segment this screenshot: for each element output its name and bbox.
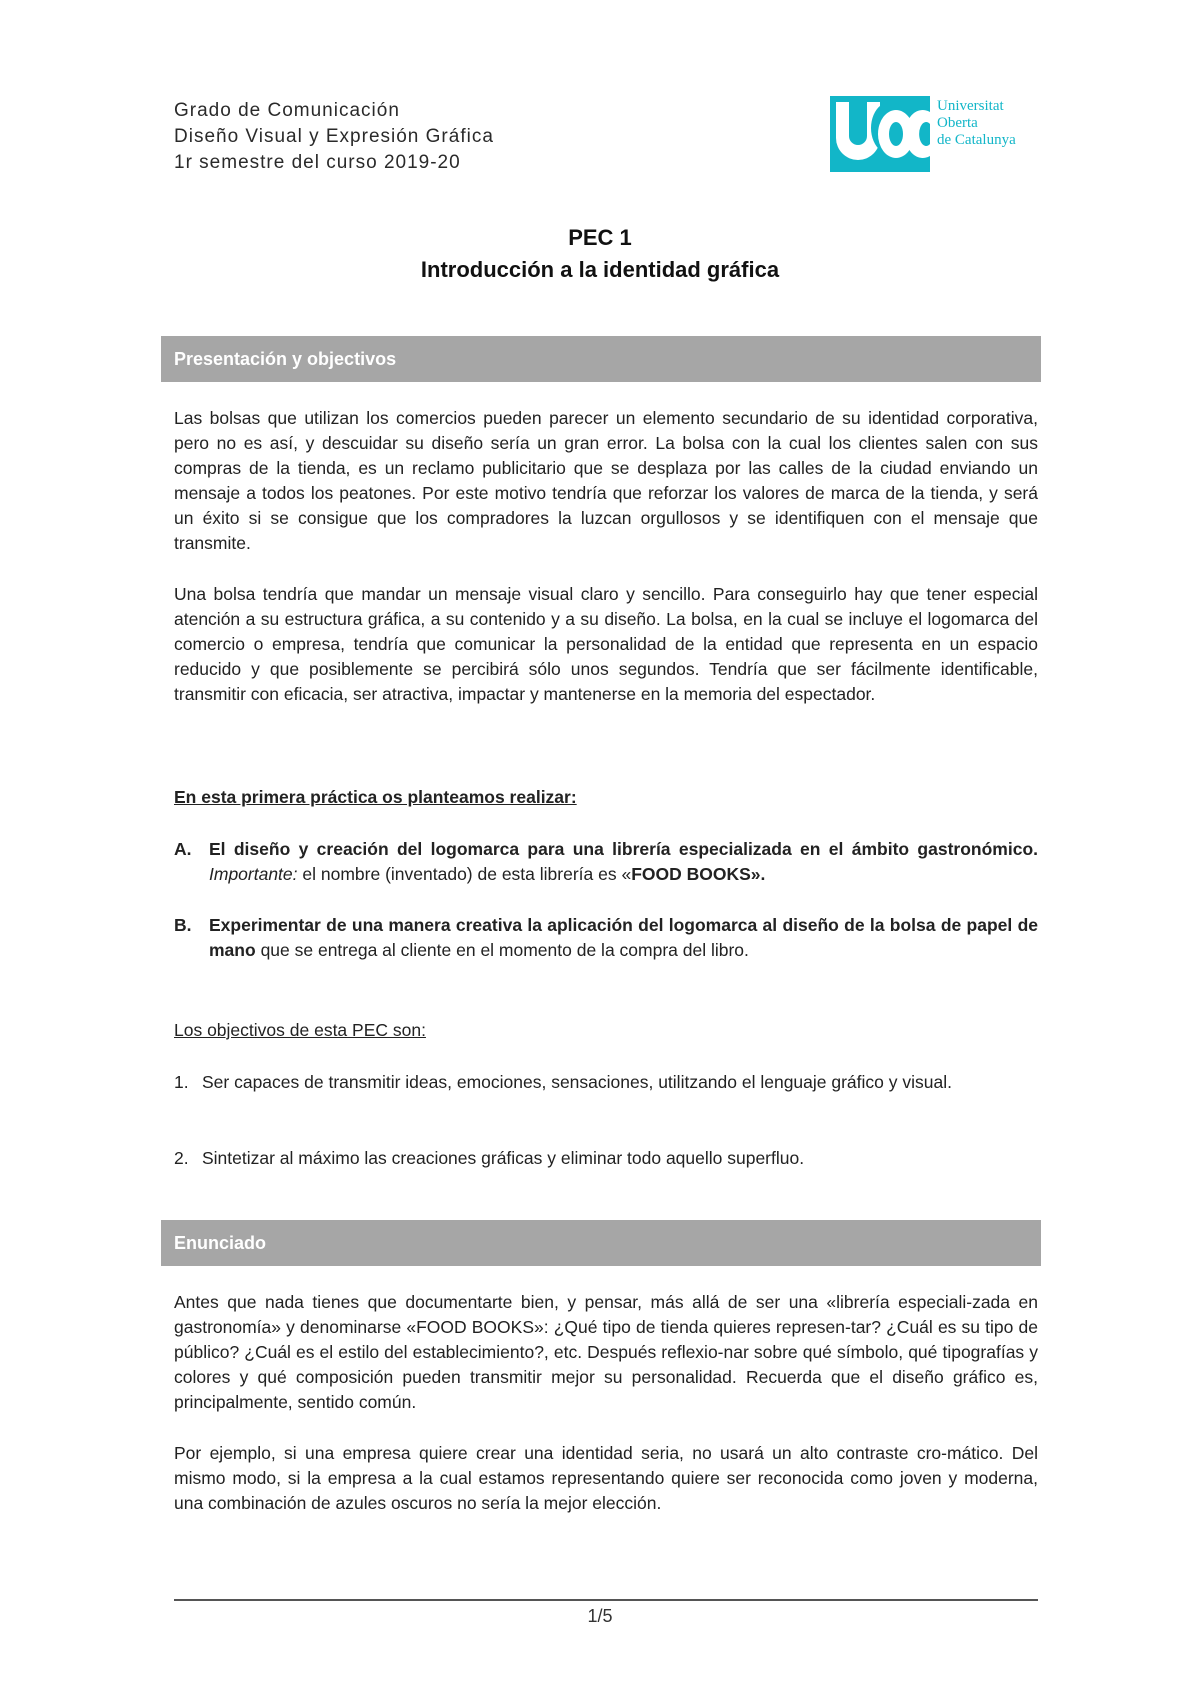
section-heading-presentation: Presentación y objectivos <box>161 336 1041 382</box>
document-subtitle: Introducción a la identidad gráfica <box>420 257 780 282</box>
logo-line-3: de Catalunya <box>937 132 1016 148</box>
footer-divider <box>174 1599 1038 1601</box>
section-heading-enunciado: Enunciado <box>161 1220 1041 1266</box>
task-b <box>174 913 1038 963</box>
logo-line-2: Oberta <box>937 115 978 131</box>
task-a-important-label: Importante: <box>209 864 298 884</box>
task-a-bold-text: El diseño y creación del logomarca para una librería especializada en el ámbito gastronómico. <box>209 839 1038 859</box>
degree-name: Grado de Comunicación <box>174 100 400 121</box>
objective-1-text: Ser capaces de transmitir ideas, emociones, sensaciones, utilitzando el lenguaje gráfico y visual. <box>202 1072 952 1092</box>
task-b-bold-text: Experimentar de una manera creativa la aplicación del logomarca al diseño de la bolsa de papel de mano <box>209 915 1038 960</box>
course-header <box>174 98 494 176</box>
task-b-marker: B. <box>174 915 192 935</box>
uoc-logo-mark-icon <box>830 96 930 172</box>
subject-name: Diseño Visual y Expresión Gráfica <box>174 126 494 147</box>
intro-paragraph-1: Las bolsas que utilizan los comercios pueden parecer un elemento secundario de su identidad corporativa, pero no es así, y descuidar su diseño sería un gran error. La bolsa con la cual los clientes salen con sus compras de la tienda, es un reclamo publicitario que se desplaza por las calles de la ciudad enviando un mensaje a todos los peatones. Por este motivo tendría que reforzar los valores de marca de la tienda, y será un éxito si se consigue que los compradores la luzcan orgullosos y se identifiquen con el mensaje que transmite. <box>174 408 1038 553</box>
enunciado-paragraph-2: Por ejemplo, si una empresa quiere crear una identidad seria, no usará un alto contraste cro-mático. Del mismo modo, si la empresa a la cual estamos representando quiere ser reconocida como joven y moderna, una combinación de azules oscuros no sería la mejor elección. <box>174 1443 1038 1513</box>
objective-1 <box>174 1070 1038 1095</box>
task-b-text: que se entrega al cliente en el momento de la compra del libro. <box>260 940 749 960</box>
objective-2-text: Sintetizar al máximo las creaciones gráficas y eliminar todo aquello superfluo. <box>202 1148 805 1168</box>
objective-1-marker: 1. <box>174 1072 189 1092</box>
objectives-heading: Los objectivos de esta PEC son: <box>174 1020 426 1040</box>
intro-paragraph-2: Una bolsa tendría que mandar un mensaje visual claro y sencillo. Para conseguirlo hay que tener especial atención a su estructura gráfica, a su contenido y a su diseño. La bolsa, en la cual se incluye el logomarca del comercio o empresa, tendría que comunicar la personalidad de la entidad que representa en un espacio reducido y que posiblemente se percibirá sólo unos segundos. Tendría que ser fácilmente identificable, transmitir con eficacia, ser atractiva, impactar y mantenerse en la memoria del espectador. <box>174 584 1038 704</box>
task-a-text: el nombre (inventado) de esta librería es « <box>302 864 632 884</box>
enunciado-paragraph-1: Antes que nada tienes que documentarte bien, y pensar, más allá de ser una «librería especiali-zada en gastronomía» y denominarse «FOOD BOOKS»: ¿Qué tipo de tienda quieres represen-tar? ¿Cuál es su tipo de público? ¿Cuál es el estilo del establecimiento?, etc. Después reflexio-nar sobre qué símbolo, qué tipografías y colores y qué composición pueden transmitir mejor su personalidad. Recuerda que el diseño gráfico es, principalmente, sentido común. <box>174 1292 1038 1412</box>
objective-2 <box>174 1146 1038 1171</box>
store-name: FOOD BOOKS <box>631 864 751 884</box>
semester-label: 1r semestre del curso 2019-20 <box>174 152 461 173</box>
objective-2-marker: 2. <box>174 1148 189 1168</box>
page-number: 1/5 <box>587 1606 613 1626</box>
uoc-logo <box>830 96 1040 172</box>
document-title: PEC 1 <box>568 225 632 250</box>
logo-line-1: Universitat <box>937 98 1004 114</box>
task-a-end: ». <box>750 864 766 884</box>
task-a-marker: A. <box>174 839 192 859</box>
uoc-logo-text <box>937 98 1016 149</box>
task-a <box>174 837 1038 887</box>
tasks-heading: En esta primera práctica os planteamos realizar: <box>174 787 577 807</box>
